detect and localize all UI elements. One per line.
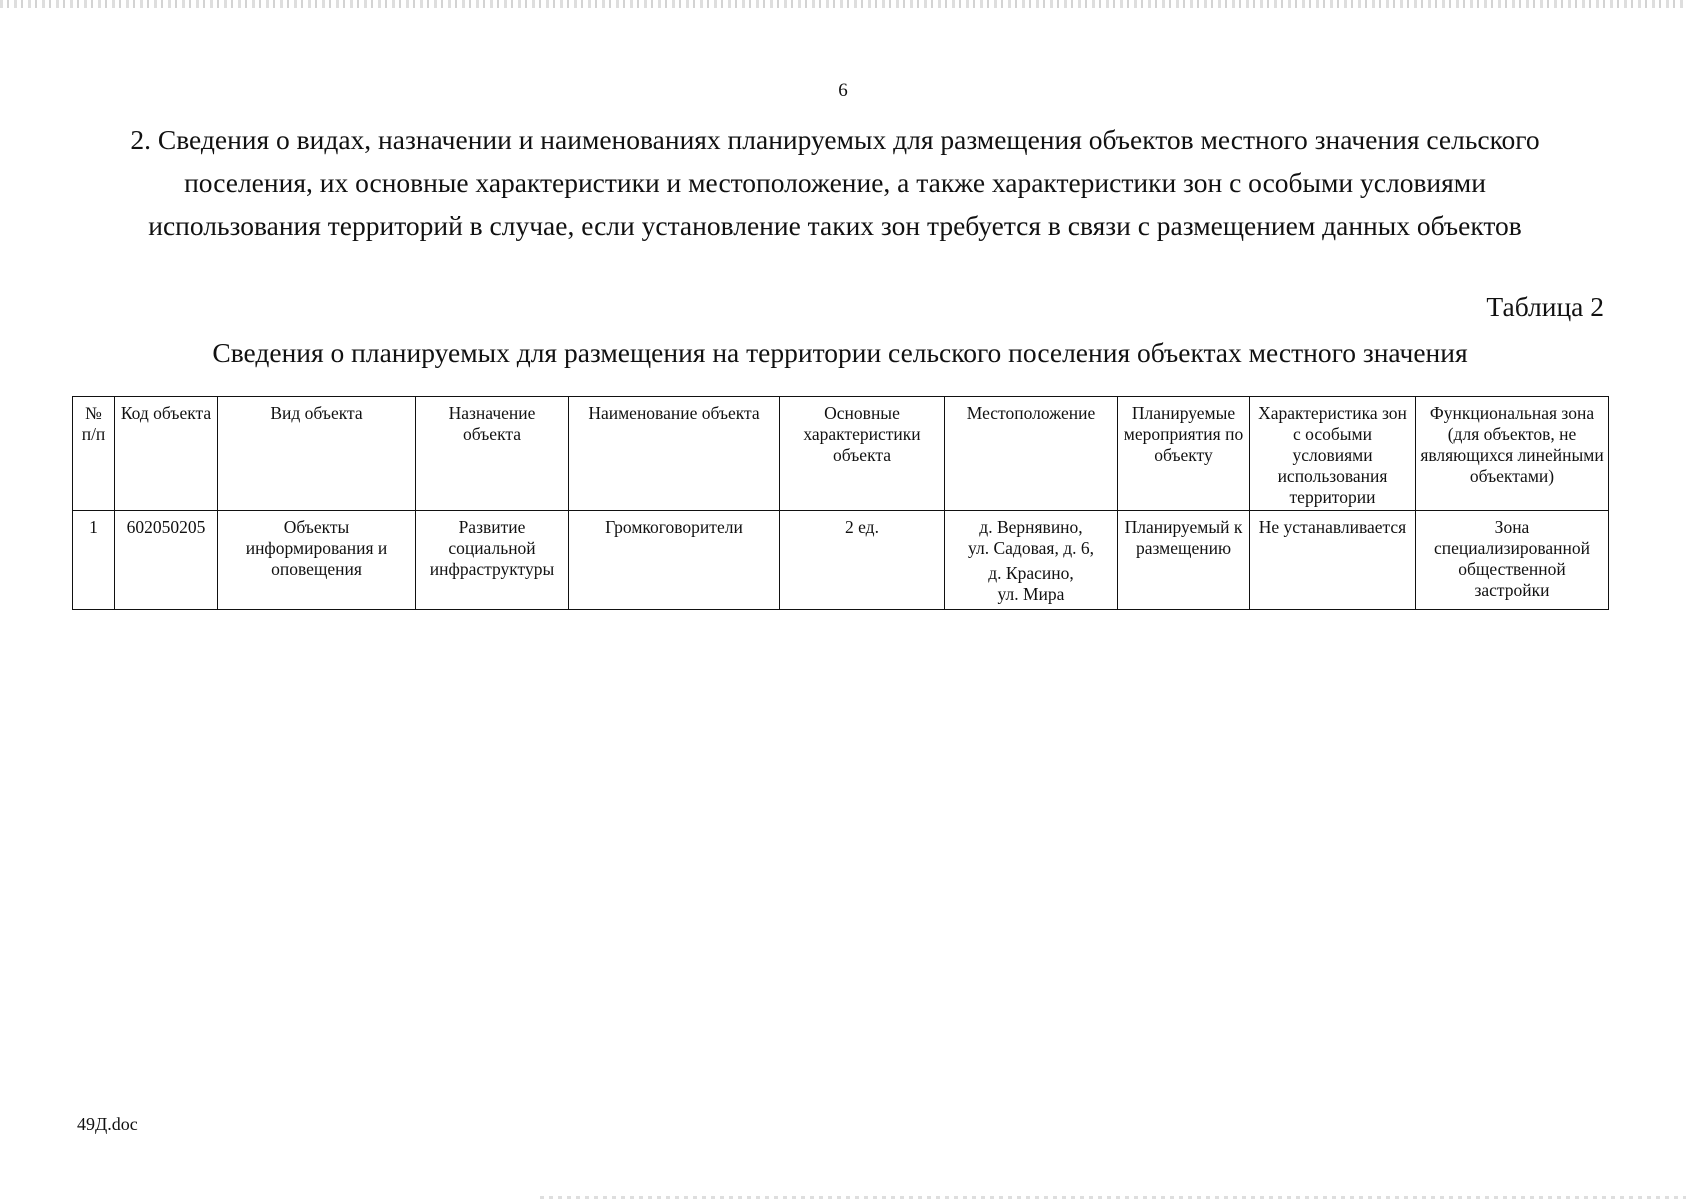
cell-characteristics: 2 ед. [780,511,945,610]
cell-code: 602050205 [115,511,218,610]
col-header-purpose: Назначение объекта [416,397,569,511]
cell-zones: Не устанавливается [1250,511,1416,610]
section-heading: 2. Сведения о видах, назначении и наименованиях планируемых для размещения объектов местного значения сельского поселения, их основные характеристики и местоположение, а также характеристики зон с особыми условиями использования территорий в случае, если установление таких зон требуется в связи с размещением данных объектов [130,124,1540,241]
objects-table [72,396,1609,610]
col-header-zones: Характеристика зон с особыми условиями использования территории [1250,397,1416,511]
col-header-location: Местоположение [945,397,1118,511]
location-line-4: ул. Мира [997,584,1065,604]
table-header-row [73,397,1609,511]
cell-location [945,511,1118,610]
col-header-measures: Планируемые мероприятия по объекту [1118,397,1250,511]
table-label: Таблица 2 [1486,291,1604,322]
location-line-3: д. Красино, [988,563,1074,583]
location-line-2: ул. Садовая, д. 6, [968,538,1094,558]
col-header-code: Код объекта [115,397,218,511]
col-header-type: Вид объекта [218,397,416,511]
cell-functional-zone: Зона специализированной общественной застройки [1416,511,1609,610]
col-header-name: Наименование объекта [569,397,780,511]
cell-name: Громкоговорители [569,511,780,610]
col-header-characteristics: Основные характеристики объекта [780,397,945,511]
cell-purpose: Развитие социальной инфраструктуры [416,511,569,610]
table-row [73,511,1609,610]
page-number: 6 [838,80,848,101]
scan-edge-bottom [540,1196,1686,1199]
cell-type: Объекты информирования и оповещения [218,511,416,610]
location-line-1: д. Вернявино, [979,517,1083,537]
scan-edge-top [0,0,1686,8]
table-title: Сведения о планируемых для размещения на территории сельского поселения объектах местного значения [212,337,1468,368]
cell-num: 1 [73,511,115,610]
col-header-functional-zone: Функциональная зона (для объектов, не являющихся линейными объектами) [1416,397,1609,511]
cell-measures: Планируемый к размещению [1118,511,1250,610]
footer-filename: 49Д.doc [77,1114,138,1134]
col-header-num: № п/п [73,397,115,511]
